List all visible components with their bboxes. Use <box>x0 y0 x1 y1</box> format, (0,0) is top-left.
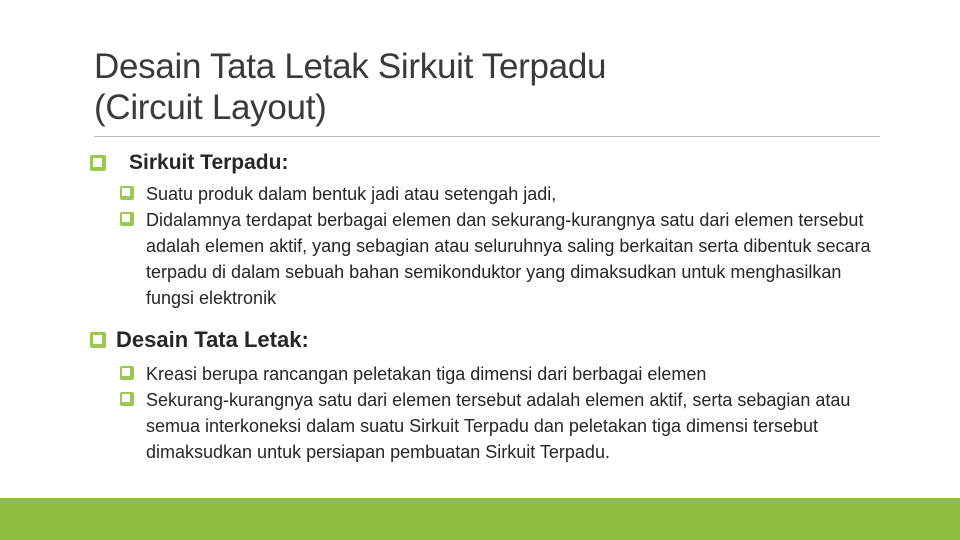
section-heading-label: Desain Tata Letak: <box>116 327 309 352</box>
footer-accent-bar <box>0 498 960 540</box>
section-1-list <box>120 181 890 311</box>
title-line-1: Desain Tata Letak Sirkuit Terpadu <box>94 47 607 86</box>
title-line-2: (Circuit Layout) <box>94 88 327 127</box>
title-divider <box>94 136 880 137</box>
list-item <box>120 181 890 207</box>
list-item-text: Suatu produk dalam bentuk jadi atau setengah jadi, <box>146 184 557 204</box>
list-item <box>120 207 881 311</box>
list-item-text: Didalamnya terdapat berbagai elemen dan sekurang-kurangnya satu dari elemen tersebut adalah elemen aktif, yang sebagian atau seluruhnya saling berkaitan serta dibentuk secara terpadu di dalam sebuah bahan semikonduktor yang dimaksudkan untuk menghasilkan fungsi elektronik <box>146 210 871 308</box>
checkbox-square-icon <box>90 155 106 171</box>
checkbox-square-icon <box>120 186 134 200</box>
slide-title <box>94 46 874 128</box>
checkbox-square-icon <box>120 366 134 380</box>
list-item-text: Sekurang-kurangnya satu dari elemen tersebut adalah elemen aktif, serta sebagian atau semua interkoneksi dalam suatu Sirkuit Terpadu dan peletakan tiga dimensi tersebut dimaksudkan untuk persiapan pembuatan Sirkuit Terpadu. <box>146 390 851 462</box>
section-heading-label: Sirkuit Terpadu: <box>129 151 289 174</box>
section-2-list <box>120 361 900 465</box>
list-item <box>120 387 906 465</box>
checkbox-square-icon <box>90 332 106 348</box>
list-item <box>120 361 900 387</box>
list-item-text: Kreasi berupa rancangan peletakan tiga dimensi dari berbagai elemen <box>146 364 707 384</box>
checkbox-square-icon <box>120 392 134 406</box>
checkbox-square-icon <box>120 212 134 226</box>
